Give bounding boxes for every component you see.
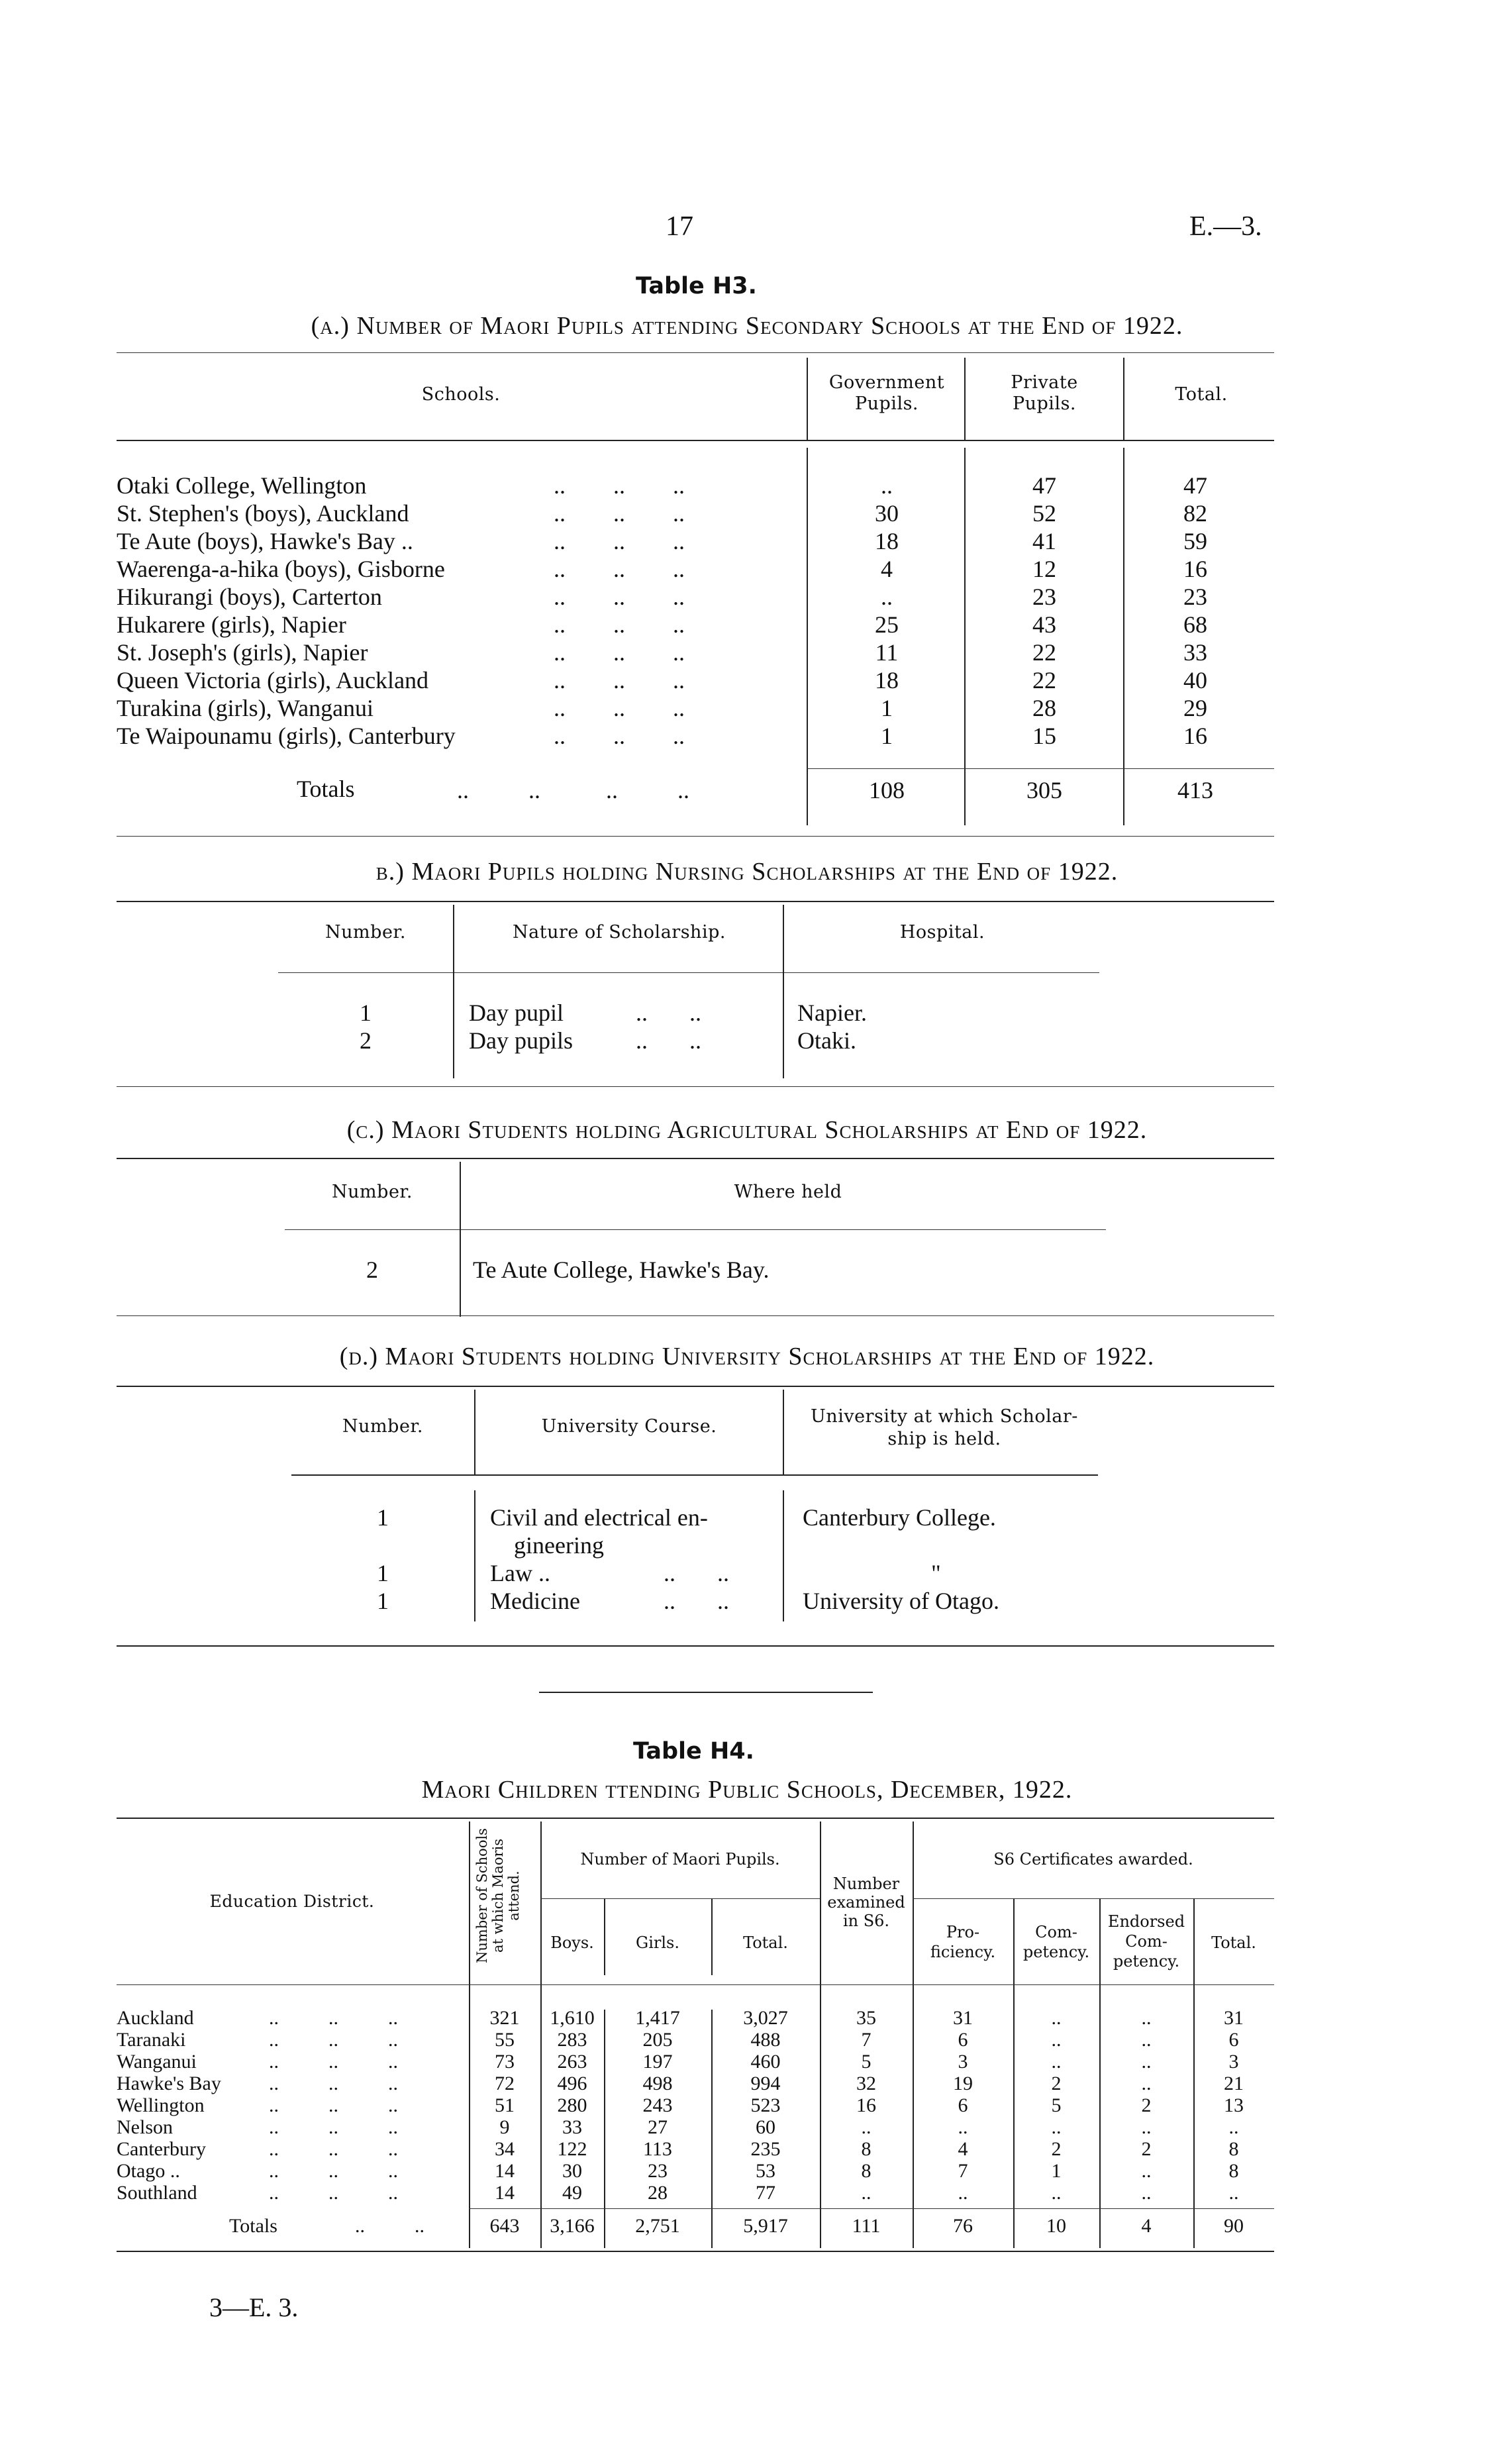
- dot-leader: .. .. ..: [554, 695, 685, 721]
- university-name: ": [931, 1560, 941, 1586]
- table-h3a-title: (a.) Number of Maori Pupils attending Secondary Schools at the End of 1922.: [311, 312, 1183, 340]
- rule: [117, 1315, 1274, 1316]
- cell-examined: 16: [856, 2094, 876, 2116]
- cell-end: ..: [1141, 2160, 1152, 2182]
- col-divider: [474, 1390, 475, 1474]
- total-pupils: 59: [1183, 528, 1207, 554]
- col-header-prof: [913, 1922, 1013, 1962]
- district-name: Southland: [117, 2182, 197, 2204]
- col-header-pupils-group: Number of Maori Pupils.: [580, 1850, 780, 1869]
- dot-leader: .. .. ..: [554, 611, 685, 638]
- col-header-comp: [1013, 1922, 1099, 1962]
- rule: [807, 768, 1274, 769]
- cell-prof: 31: [953, 2007, 973, 2029]
- total-total: 5,917: [743, 2215, 788, 2237]
- col-header-where: Where held: [734, 1182, 842, 1202]
- school-name: Queen Victoria (girls), Auckland: [117, 667, 429, 693]
- cell-total: 994: [750, 2073, 781, 2094]
- rule: [278, 972, 1099, 973]
- scholarship-number: 1: [377, 1560, 389, 1586]
- cell-total: 77: [756, 2182, 775, 2204]
- cell-boys: 280: [557, 2094, 587, 2116]
- cell-examined: 8: [861, 2138, 872, 2160]
- cell-examined: ..: [861, 2182, 872, 2204]
- dot-leader: .. .. .. ..: [457, 777, 689, 803]
- cell-prof: ..: [958, 2182, 968, 2204]
- col-header-prof-line1: Pro-: [946, 1923, 980, 1941]
- rule: [540, 1898, 820, 1899]
- cell-comp: ..: [1051, 2029, 1062, 2051]
- cell-total: 60: [756, 2116, 775, 2138]
- cell-prof: ..: [958, 2116, 968, 2138]
- cell-total: 523: [750, 2094, 781, 2116]
- rule: [117, 1158, 1274, 1159]
- total-total: 413: [1177, 777, 1213, 803]
- rule: [117, 1984, 1274, 1985]
- total-pupils: 16: [1183, 556, 1207, 582]
- cell-schools: 321: [489, 2007, 520, 2029]
- total-pupils: 82: [1183, 500, 1207, 527]
- dot-leader: .. .. ..: [269, 2029, 398, 2051]
- rule: [291, 1474, 1098, 1476]
- col-header-examined: [820, 1874, 913, 1930]
- col-header-course: University Course.: [541, 1416, 717, 1437]
- cell-comp: ..: [1051, 2182, 1062, 2204]
- private-pupils: 47: [1032, 472, 1056, 499]
- col-divider: [460, 1162, 461, 1317]
- dot-leader: .. .. ..: [269, 2007, 398, 2029]
- col-header-prof-line2: ficiency.: [930, 1943, 996, 1961]
- rule: [285, 1229, 1106, 1230]
- cell-schools: 55: [495, 2029, 515, 2051]
- col-header-total: Total.: [743, 1933, 788, 1952]
- university-name: University of Otago.: [803, 1588, 999, 1614]
- cell-schools: 9: [499, 2116, 510, 2138]
- cell-total: 3,027: [743, 2007, 788, 2029]
- cell-total: 53: [756, 2160, 775, 2182]
- dot-leader: .. .. ..: [269, 2051, 398, 2073]
- col-header-private: Private Pupils.: [1011, 372, 1078, 414]
- university-course: Law ..: [490, 1560, 550, 1586]
- rule: [117, 901, 1274, 902]
- dot-leader: .. ..: [636, 1027, 701, 1054]
- gov-pupils: 18: [875, 667, 899, 693]
- total-pupils: 68: [1183, 611, 1207, 638]
- table-h3c-title: (c.) Maori Students holding Agricultural Scholarships at End of 1922.: [346, 1116, 1148, 1144]
- col-divider: [474, 1490, 475, 1621]
- dot-leader: .. .. ..: [554, 584, 685, 610]
- cell-cert-total: 21: [1224, 2073, 1244, 2094]
- cell-total: 460: [750, 2051, 781, 2073]
- cell-boys: 283: [557, 2029, 587, 2051]
- cell-boys: 263: [557, 2051, 587, 2073]
- cell-schools: 34: [495, 2138, 515, 2160]
- total-pupils: 33: [1183, 639, 1207, 666]
- gov-pupils: 11: [875, 639, 899, 666]
- col-divider: [807, 358, 808, 440]
- gov-pupils: 4: [881, 556, 893, 582]
- gov-pupils: ..: [881, 472, 893, 499]
- dot-leader: .. .. ..: [554, 723, 685, 749]
- cell-examined: 7: [861, 2029, 872, 2051]
- school-name: St. Stephen's (boys), Auckland: [117, 500, 409, 527]
- col-header-comp-line2: petency.: [1022, 1943, 1090, 1961]
- totals-label: Totals: [297, 776, 355, 802]
- cell-end: ..: [1141, 2029, 1152, 2051]
- col-header-examined-line1: Number: [832, 1874, 900, 1893]
- private-pupils: 22: [1032, 639, 1056, 666]
- school-name: Hikurangi (boys), Carterton: [117, 584, 382, 610]
- dot-leader: .. .. ..: [554, 667, 685, 693]
- rule: [117, 1818, 1274, 1819]
- cell-cert-total: 8: [1228, 2138, 1239, 2160]
- cell-examined: ..: [861, 2116, 872, 2138]
- page-number: 17: [666, 211, 693, 242]
- total-boys: 3,166: [550, 2215, 595, 2237]
- dot-leader: .. .. ..: [554, 528, 685, 554]
- col-header-schools-line1: Number of Schools: [474, 1828, 490, 1963]
- col-header-endorsed-line2: Com-: [1125, 1932, 1168, 1951]
- dot-leader: .. ..: [664, 1560, 729, 1586]
- district-name: Nelson: [117, 2116, 173, 2138]
- table-h4-title: Table H4.: [633, 1738, 754, 1765]
- gov-pupils: 1: [881, 723, 893, 749]
- school-name: Hukarere (girls), Napier: [117, 611, 346, 638]
- col-header-university-line1: University at which Scholar-: [811, 1406, 1078, 1427]
- cell-cert-total: ..: [1228, 2116, 1239, 2138]
- cell-schools: 51: [495, 2094, 515, 2116]
- total-examined: 111: [852, 2215, 881, 2237]
- cell-prof: 6: [958, 2029, 968, 2051]
- col-header-nature: Nature of Scholarship.: [513, 922, 726, 943]
- dot-leader: .. ..: [636, 1000, 701, 1026]
- rule: [117, 1386, 1274, 1387]
- total-endorsed: 4: [1141, 2215, 1152, 2237]
- total-pupils: 29: [1183, 695, 1207, 721]
- private-pupils: 15: [1032, 723, 1056, 749]
- page-footer: 3—E. 3.: [209, 2292, 299, 2322]
- scholarship-number: 2: [366, 1257, 378, 1283]
- district-name: Taranaki: [117, 2029, 186, 2051]
- col-header-government: Government Pupils.: [828, 372, 945, 414]
- col-header-endorsed: [1099, 1912, 1193, 1971]
- col-header-total: Total.: [1175, 384, 1228, 405]
- rule: [469, 2208, 1274, 2209]
- cell-cert-total: 8: [1228, 2160, 1239, 2182]
- cell-end: ..: [1141, 2182, 1152, 2204]
- scholarship-nature: Day pupils: [469, 1027, 573, 1054]
- cell-boys: 496: [557, 2073, 587, 2094]
- total-prof: 76: [953, 2215, 973, 2237]
- cell-prof: 19: [953, 2073, 973, 2094]
- cell-cert-total: 3: [1228, 2051, 1239, 2073]
- school-name: Turakina (girls), Wanganui: [117, 695, 374, 721]
- col-header-hospital: Hospital.: [899, 922, 985, 943]
- gov-pupils: 30: [875, 500, 899, 527]
- col-divider: [453, 905, 454, 1078]
- col-header-university: [785, 1406, 1103, 1451]
- cell-comp: ..: [1051, 2051, 1062, 2073]
- gov-pupils: 18: [875, 528, 899, 554]
- rule: [913, 1898, 1274, 1899]
- rule: [117, 352, 1274, 353]
- total-pupils: 23: [1183, 584, 1207, 610]
- scholarship-number: 1: [377, 1588, 389, 1614]
- col-header-schools-line2: at which Maoris: [490, 1839, 506, 1953]
- cell-comp: 5: [1051, 2094, 1062, 2116]
- cell-girls: 113: [643, 2138, 672, 2160]
- table-h4-subtitle: Maori Children ttending Public Schools, December, 1922.: [421, 1776, 1073, 1804]
- school-name: Te Waipounamu (girls), Canterbury: [117, 723, 456, 749]
- rule: [117, 2251, 1274, 2252]
- col-header-girls: Girls.: [636, 1933, 679, 1952]
- dot-leader: .. .. ..: [554, 556, 685, 582]
- scholarship-number: 2: [360, 1027, 372, 1054]
- district-name: Canterbury: [117, 2138, 206, 2160]
- scholarship-number: 1: [377, 1504, 389, 1531]
- col-header-cert-group: S6 Certificates awarded.: [993, 1850, 1193, 1869]
- cell-prof: 4: [958, 2138, 968, 2160]
- district-name: Auckland: [117, 2007, 194, 2029]
- university-name: Canterbury College.: [803, 1504, 996, 1531]
- table-h3-title: Table H3.: [636, 273, 757, 299]
- cell-end: 2: [1141, 2138, 1152, 2160]
- cell-boys: 49: [562, 2182, 582, 2204]
- district-name: Otago ..: [117, 2160, 180, 2182]
- col-header-schools: Schools.: [421, 384, 501, 405]
- col-header-schools-line3: attend.: [506, 1871, 522, 1921]
- cell-boys: 1,610: [550, 2007, 595, 2029]
- total-pupils: 40: [1183, 667, 1207, 693]
- cell-total: 488: [750, 2029, 781, 2051]
- col-divider: [783, 1390, 784, 1474]
- cell-comp: 1: [1051, 2160, 1062, 2182]
- cell-prof: 3: [958, 2051, 968, 2073]
- col-header-endorsed-line3: petency.: [1113, 1952, 1180, 1971]
- cell-girls: 205: [642, 2029, 673, 2051]
- cell-comp: 2: [1051, 2138, 1062, 2160]
- col-divider: [783, 905, 784, 1078]
- cell-girls: 27: [648, 2116, 668, 2138]
- hospital-name: Napier.: [797, 1000, 867, 1026]
- cell-comp: ..: [1051, 2116, 1062, 2138]
- cell-schools: 73: [495, 2051, 515, 2073]
- cell-end: ..: [1141, 2116, 1152, 2138]
- dot-leader: .. ..: [664, 1588, 729, 1614]
- cell-cert-total: 31: [1224, 2007, 1244, 2029]
- private-pupils: 43: [1032, 611, 1056, 638]
- dot-leader: .. .. ..: [269, 2073, 398, 2094]
- cell-girls: 243: [642, 2094, 673, 2116]
- col-header-endorsed-line1: Endorsed: [1107, 1912, 1185, 1931]
- rule: [117, 1645, 1274, 1647]
- cell-girls: 1,417: [635, 2007, 680, 2029]
- col-header-examined-line3: in S6.: [842, 1912, 890, 1930]
- total-pupils: 47: [1183, 472, 1207, 499]
- cell-end: ..: [1141, 2007, 1152, 2029]
- private-pupils: 22: [1032, 667, 1056, 693]
- cell-girls: 23: [648, 2160, 668, 2182]
- university-course: Civil and electrical en-: [490, 1504, 708, 1531]
- cell-cert-total: 13: [1224, 2094, 1244, 2116]
- gov-pupils: ..: [881, 584, 893, 610]
- hospital-name: Otaki.: [797, 1027, 856, 1054]
- dot-leader: .. .. ..: [269, 2160, 398, 2182]
- cell-end: ..: [1141, 2073, 1152, 2094]
- cell-prof: 6: [958, 2094, 968, 2116]
- cell-comp: ..: [1051, 2007, 1062, 2029]
- total-girls: 2,751: [635, 2215, 680, 2237]
- scholarship-number: 1: [360, 1000, 372, 1026]
- private-pupils: 52: [1032, 500, 1056, 527]
- col-header-boys: Boys.: [550, 1933, 594, 1952]
- dot-leader: .. .. ..: [269, 2182, 398, 2204]
- where-held: Te Aute College, Hawke's Bay.: [473, 1257, 770, 1283]
- col-header-number: Number.: [325, 922, 406, 943]
- university-course: Medicine: [490, 1588, 580, 1614]
- gov-pupils: 25: [875, 611, 899, 638]
- dot-leader: .. .. ..: [269, 2094, 398, 2116]
- cell-girls: 28: [648, 2182, 668, 2204]
- cell-cert-total: 6: [1228, 2029, 1239, 2051]
- cell-prof: 7: [958, 2160, 968, 2182]
- total-gov: 108: [869, 777, 905, 803]
- total-cert-total: 90: [1224, 2215, 1244, 2237]
- dot-leader: .. .. ..: [554, 472, 685, 499]
- school-name: St. Joseph's (girls), Napier: [117, 639, 368, 666]
- page-code: E.—3.: [1189, 211, 1262, 242]
- col-header-number: Number.: [342, 1416, 423, 1437]
- cell-total: 235: [750, 2138, 781, 2160]
- rule: [117, 440, 1274, 441]
- cell-examined: 5: [861, 2051, 872, 2073]
- district-name: Wellington: [117, 2094, 205, 2116]
- private-pupils: 23: [1032, 584, 1056, 610]
- school-name: Te Aute (boys), Hawke's Bay ..: [117, 528, 413, 554]
- cell-girls: 498: [642, 2073, 673, 2094]
- col-header-cert-total: Total.: [1211, 1933, 1256, 1952]
- col-header-comp-line1: Com-: [1035, 1923, 1077, 1941]
- dot-leader: .. .. ..: [554, 639, 685, 666]
- cell-examined: 8: [861, 2160, 872, 2182]
- scholarship-nature: Day pupil: [469, 1000, 564, 1026]
- totals-label: Totals: [229, 2215, 277, 2237]
- total-pupils: 16: [1183, 723, 1207, 749]
- gov-pupils: 1: [881, 695, 893, 721]
- cell-examined: 32: [856, 2073, 876, 2094]
- cell-end: 2: [1141, 2094, 1152, 2116]
- total-schools: 643: [489, 2215, 520, 2237]
- dot-leader: .. .. ..: [269, 2116, 398, 2138]
- table-h3d-title: (d.) Maori Students holding University Scholarships at the End of 1922.: [339, 1343, 1155, 1370]
- total-comp: 10: [1046, 2215, 1066, 2237]
- cell-comp: 2: [1051, 2073, 1062, 2094]
- dot-leader: .. ..: [355, 2215, 424, 2237]
- cell-cert-total: ..: [1228, 2182, 1239, 2204]
- school-name: Otaki College, Wellington: [117, 472, 367, 499]
- cell-schools: 14: [495, 2182, 515, 2204]
- table-h3b-title: b.) Maori Pupils holding Nursing Scholarships at the End of 1922.: [375, 858, 1119, 886]
- cell-boys: 30: [562, 2160, 582, 2182]
- cell-girls: 197: [642, 2051, 673, 2073]
- rule: [117, 1086, 1274, 1087]
- col-divider: [783, 1490, 784, 1621]
- col-header-schools: [474, 1828, 522, 1963]
- cell-boys: 122: [557, 2138, 587, 2160]
- col-header-examined-line2: examined: [827, 1893, 905, 1912]
- col-header-university-line2: ship is held.: [887, 1429, 1001, 1449]
- dot-leader: .. .. ..: [554, 500, 685, 527]
- total-priv: 305: [1026, 777, 1062, 803]
- cell-examined: 35: [856, 2007, 876, 2029]
- private-pupils: 28: [1032, 695, 1056, 721]
- col-divider: [1123, 358, 1124, 440]
- col-header-number: Number.: [332, 1182, 413, 1202]
- dot-leader: .. .. ..: [269, 2138, 398, 2160]
- rule: [117, 836, 1274, 837]
- private-pupils: 12: [1032, 556, 1056, 582]
- cell-schools: 14: [495, 2160, 515, 2182]
- col-divider: [964, 358, 966, 440]
- district-name: Wanganui: [117, 2051, 197, 2073]
- cell-boys: 33: [562, 2116, 582, 2138]
- cell-schools: 72: [495, 2073, 515, 2094]
- university-course-cont: gineering: [514, 1532, 604, 1559]
- school-name: Waerenga-a-hika (boys), Gisborne: [117, 556, 445, 582]
- cell-end: ..: [1141, 2051, 1152, 2073]
- col-header-district: Education District.: [209, 1892, 375, 1911]
- private-pupils: 41: [1032, 528, 1056, 554]
- section-divider: [539, 1692, 873, 1693]
- district-name: Hawke's Bay: [117, 2073, 221, 2094]
